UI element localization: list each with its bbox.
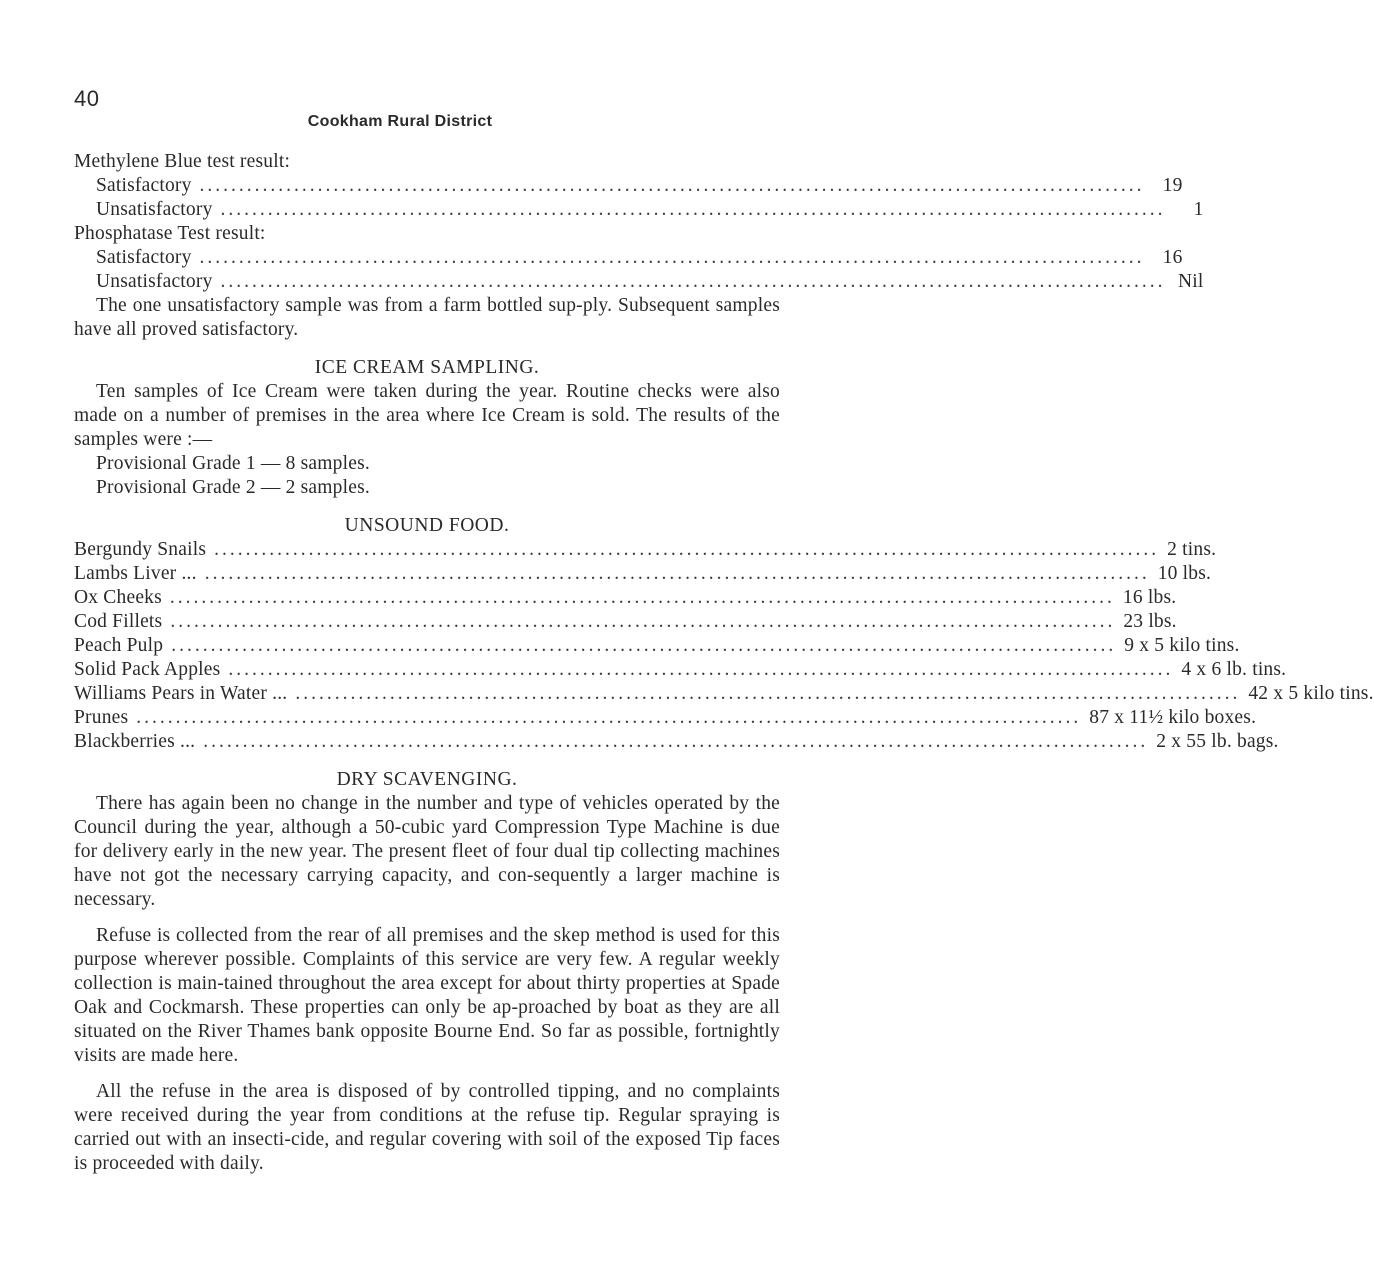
result-value: Nil	[1177, 271, 1204, 292]
food-label: Peach Pulp	[74, 635, 164, 656]
ice-cream-grade-1: Provisional Grade 1 — 8 samples.	[96, 453, 370, 474]
ice-cream-paragraph: Ten samples of Ice Cream were taken during the year. Routine checks were also made on a number of premises in the area where Ice Cream is sold. The results of the samples were :—	[74, 381, 780, 450]
food-label: Williams Pears in Water ...	[74, 683, 288, 704]
food-quantity: 2 x 55 lb. bags.	[1156, 731, 1279, 752]
dot-leader: ........................................................................................................................	[214, 539, 1160, 560]
phosphatase-title: Phosphatase Test result:	[74, 223, 266, 244]
food-item	[74, 562, 1212, 586]
dry-scavenging-heading: DRY SCAVENGING.	[336, 769, 518, 790]
dot-leader: ........................................................................................................................	[204, 563, 1150, 584]
dot-leader: ........................................................................................................................	[220, 271, 1166, 292]
dot-leader: ........................................................................................................................	[220, 199, 1166, 220]
food-quantity: 16 lbs.	[1122, 587, 1177, 608]
food-quantity: 42 x 5 kilo tins.	[1248, 683, 1374, 704]
food-item	[74, 610, 1177, 634]
running-head: Cookham Rural District	[307, 113, 493, 130]
dot-leader: ........................................................................................................................	[228, 659, 1174, 680]
food-quantity: 10 lbs.	[1157, 563, 1212, 584]
dot-leader: ........................................................................................................................	[171, 635, 1117, 656]
methylene-row-satisfactory	[74, 174, 1183, 198]
phosphatase-row-unsatisfactory	[74, 270, 1204, 294]
phosphatase-row-satisfactory	[74, 246, 1183, 270]
food-quantity: 2 tins.	[1167, 539, 1217, 560]
food-label: Blackberries ...	[74, 731, 196, 752]
dot-leader: ........................................................................................................................	[136, 707, 1082, 728]
result-label: Satisfactory	[96, 247, 192, 268]
methylene-title: Methylene Blue test result:	[74, 151, 291, 172]
dry-scavenging-paragraph-2: Refuse is collected from the rear of all premises and the skep method is used for this purpose wherever possible. Complaints of this service are very few. A regular weekly collection is main-tained throughout the area except for about thirty properties at Spade Oak and Cockmarsh. These properties can only be ap-proached by boat as they are all situated on the River Thames bank opposite Bourne End. So far as possible, fortnightly visits are made here.	[74, 925, 780, 1066]
result-label: Satisfactory	[96, 175, 192, 196]
food-label: Lambs Liver ...	[74, 563, 197, 584]
result-value: 16	[1162, 247, 1183, 268]
ice-cream-grade-2: Provisional Grade 2 — 2 samples.	[96, 477, 370, 498]
food-quantity: 9 x 5 kilo tins.	[1124, 635, 1240, 656]
food-item	[74, 634, 1240, 658]
ice-cream-heading: ICE CREAM SAMPLING.	[314, 357, 540, 378]
methylene-row-unsatisfactory	[74, 198, 1204, 222]
phosphatase-results	[74, 246, 1204, 294]
dry-scavenging-paragraph-1: There has again been no change in the number and type of vehicles operated by the Council during the year, although a 50-cubic yard Compression Type Machine is due for delivery early in the new year. The present fleet of four dual tip collecting machines have not got the necessary carrying capacity, and con-sequently a larger machine is necessary.	[74, 793, 780, 910]
dot-leader: ........................................................................................................................	[199, 175, 1145, 196]
result-label: Unsatisfactory	[96, 271, 213, 292]
food-item	[74, 658, 1287, 682]
food-quantity: 4 x 6 lb. tins.	[1181, 659, 1287, 680]
food-item	[74, 682, 1374, 706]
result-label: Unsatisfactory	[96, 199, 213, 220]
food-label: Ox Cheeks	[74, 587, 162, 608]
food-item	[74, 730, 1279, 754]
dot-leader: ........................................................................................................................	[199, 247, 1145, 268]
food-label: Prunes	[74, 707, 129, 728]
dot-leader: ........................................................................................................................	[295, 683, 1241, 704]
methylene-results	[74, 174, 1204, 222]
food-quantity: 87 x 11½ kilo boxes.	[1089, 707, 1257, 728]
food-label: Solid Pack Apples	[74, 659, 221, 680]
dot-leader: ........................................................................................................................	[170, 611, 1116, 632]
dot-leader: ........................................................................................................................	[169, 587, 1115, 608]
unsound-food-heading: UNSOUND FOOD.	[344, 515, 510, 536]
unsound-food-list	[74, 538, 1374, 754]
dry-scavenging-paragraph-3: All the refuse in the area is disposed of by controlled tipping, and no complaints were received during the year from conditions at the refuse tip. Regular spraying is carried out with an insecti-cide, and regular covering with soil of the exposed Tip faces is proceeded with daily.	[74, 1081, 780, 1174]
milk-note-paragraph: The one unsatisfactory sample was from a farm bottled sup-ply. Subsequent samples have all proved satisfactory.	[74, 295, 780, 340]
page-content	[74, 150, 1374, 1176]
page-number: 40	[74, 86, 100, 111]
result-value: 1	[1193, 199, 1204, 220]
food-quantity: 23 lbs.	[1123, 611, 1177, 632]
dot-leader: ........................................................................................................................	[203, 731, 1149, 752]
food-item	[74, 538, 1217, 562]
result-value: 19	[1162, 175, 1183, 196]
food-label: Cod Fillets	[74, 611, 163, 632]
food-label: Bergundy Snails	[74, 539, 207, 560]
food-item	[74, 706, 1257, 730]
food-item	[74, 586, 1177, 610]
